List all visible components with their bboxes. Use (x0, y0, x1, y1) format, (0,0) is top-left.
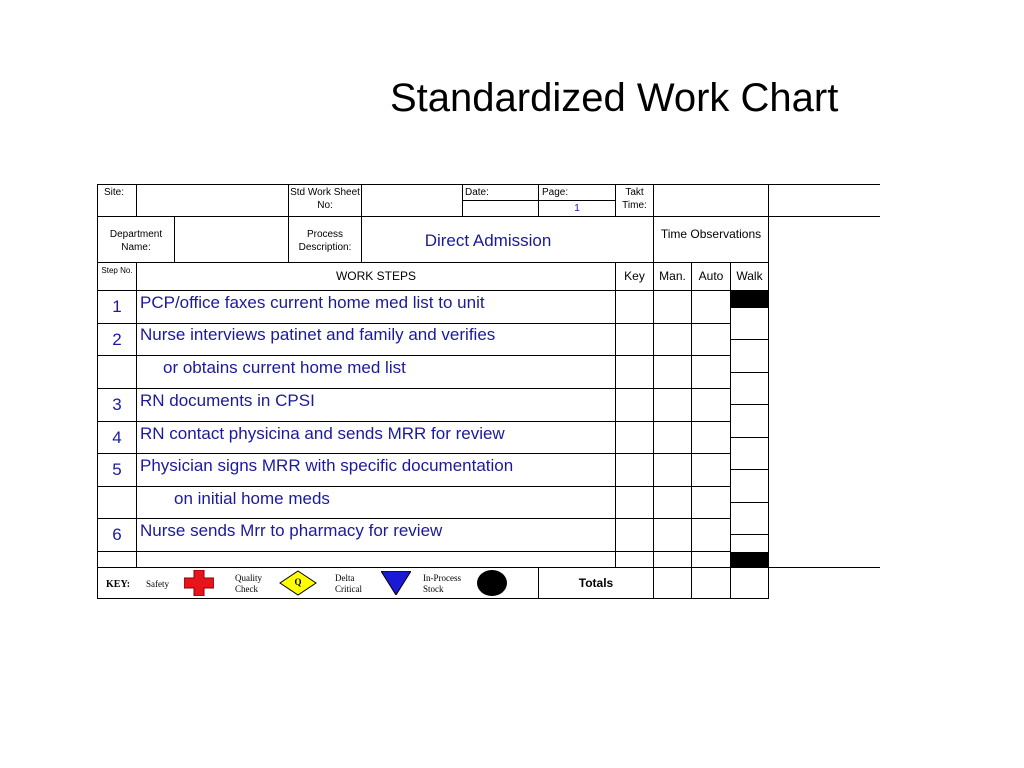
safety-label: Safety (146, 579, 169, 589)
page-title: Standardized Work Chart (390, 76, 839, 120)
walk-end-marker (731, 552, 768, 567)
process-description-value: Direct Admission (424, 231, 552, 250)
walk-header: Walk (736, 269, 763, 283)
page-value: 1 (574, 203, 580, 214)
grid-line (615, 262, 616, 568)
totals-label: Totals (578, 576, 614, 590)
department-field[interactable] (175, 217, 288, 262)
grid-line (97, 567, 880, 568)
walk-start-marker (731, 291, 768, 307)
date-label: Date: (465, 187, 489, 198)
takt-time-label: Takt Time: (622, 187, 647, 211)
grid-line (730, 502, 769, 503)
delta-triangle-icon (381, 571, 411, 595)
date-field[interactable] (463, 201, 538, 216)
step-text: RN contact physicina and sends MRR for review (140, 424, 505, 443)
department-label: Department Name: (109, 229, 163, 253)
safety-cross-icon (184, 570, 214, 596)
grid-line (97, 290, 769, 291)
step-text: Physician signs MRR with specific documentation (140, 456, 514, 475)
step-text: or obtains current home med list (163, 358, 406, 377)
grid-line (768, 184, 769, 599)
step-number: 6 (112, 525, 122, 544)
grid-line (97, 598, 769, 599)
grid-line (730, 339, 769, 340)
step-no-header: Step No. (101, 266, 133, 275)
grid-line (730, 307, 769, 308)
grid-line (97, 388, 730, 389)
work-steps-header: WORK STEPS (335, 269, 416, 283)
step-text: Nurse interviews patinet and family and verifies (140, 325, 496, 344)
step-number: 3 (112, 395, 122, 414)
takt-time-field[interactable] (654, 185, 768, 216)
grid-line (730, 372, 769, 373)
key-label: KEY: (106, 579, 131, 590)
grid-line (653, 262, 654, 599)
step-number: 2 (112, 330, 122, 349)
grid-line (97, 518, 730, 519)
key-header: Key (624, 269, 645, 283)
grid-line (97, 421, 730, 422)
time-observations-label: Time Observations (660, 227, 762, 241)
grid-line (730, 469, 769, 470)
site-label: Site: (104, 187, 125, 198)
man-header: Man. (659, 269, 686, 283)
site-field[interactable] (137, 185, 288, 216)
auto-header: Auto (698, 269, 724, 283)
step-text: RN documents in CPSI (140, 391, 315, 410)
grid-line (97, 262, 769, 263)
grid-line (730, 404, 769, 405)
std-work-label: Std Work Sheet No: (290, 187, 360, 211)
step-text: Nurse sends Mrr to pharmacy for review (140, 521, 443, 540)
std-work-field[interactable] (362, 185, 462, 216)
grid-line (97, 486, 730, 487)
step-number: 5 (112, 460, 122, 479)
grid-line (730, 262, 731, 599)
grid-line (97, 551, 730, 552)
grid-line (691, 262, 692, 599)
step-number: 4 (112, 428, 122, 447)
grid-line (136, 262, 137, 568)
process-label: Process Description: (298, 229, 352, 253)
page-label: Page: (542, 187, 569, 198)
grid-line (730, 437, 769, 438)
delta-critical-label: Delta Critical (335, 573, 362, 594)
step-text: PCP/office faxes current home med list to unit (140, 293, 485, 312)
grid-line (97, 453, 730, 454)
in-process-stock-circle-icon (476, 569, 508, 597)
quality-check-label: Quality Check (235, 573, 262, 594)
quality-symbol: Q (294, 577, 302, 587)
grid-line (730, 534, 769, 535)
step-number: 1 (112, 297, 122, 316)
grid-line (97, 355, 730, 356)
step-text: on initial home meds (174, 489, 330, 508)
in-process-stock-label: In-Process Stock (423, 573, 461, 594)
